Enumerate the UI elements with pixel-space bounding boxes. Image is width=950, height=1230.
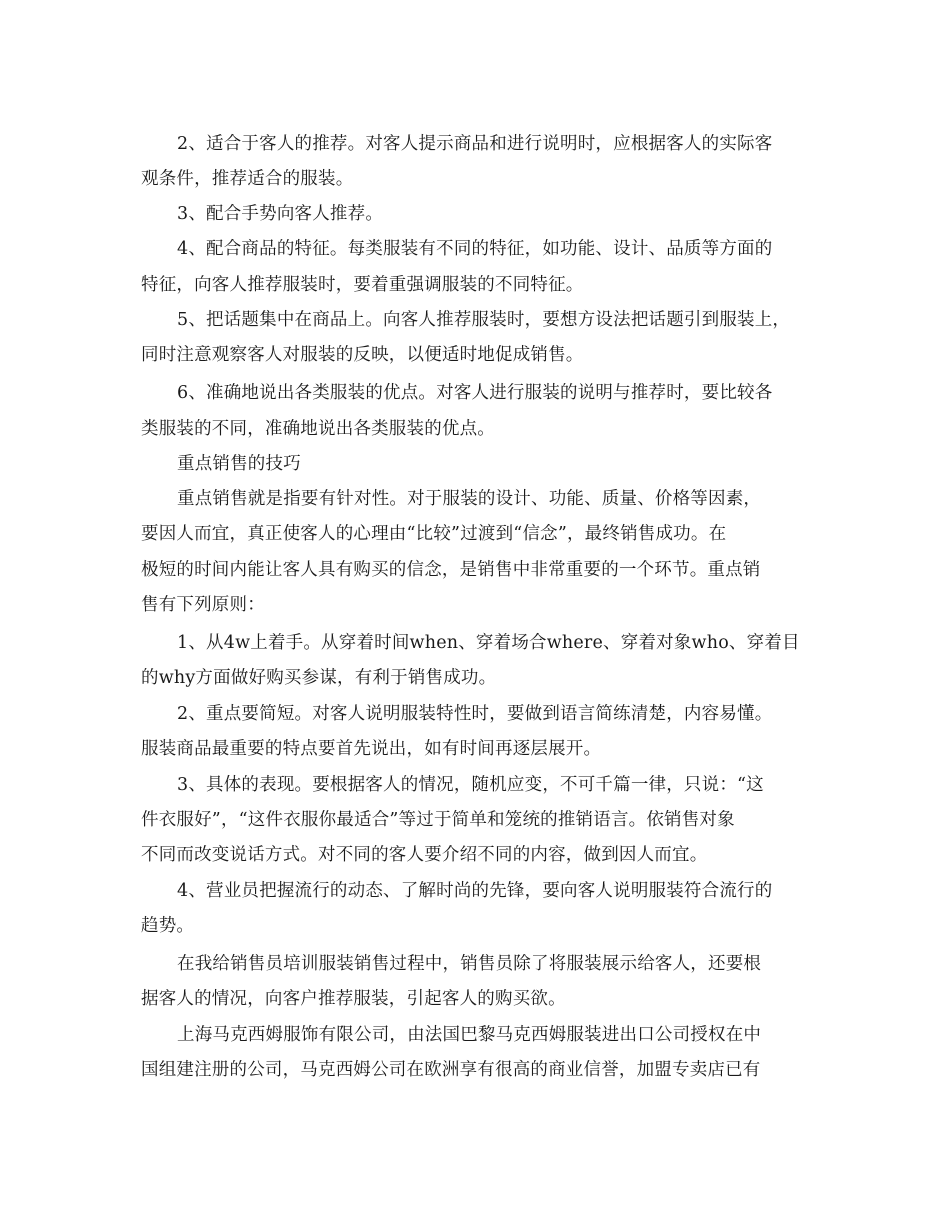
paragraph-line: 上海马克西姆服饰有限公司，由法国巴黎马克西姆服装进出口公司授权在中 [177,1025,762,1045]
paragraph-line: 在我给销售员培训服装销售过程中，销售员除了将服装展示给客人，还要根 [177,954,762,974]
paragraph-line: 6、准确地说出各类服装的优点。对客人进行服装的说明与推荐时，要比较各 [177,383,773,403]
paragraph-line: 特征，向客人推荐服装时，要着重强调服装的不同特征。 [141,275,584,295]
paragraph-line: 的why方面做好购买参谋，有利于销售成功。 [141,668,497,688]
paragraph-line: 售有下列原则： [141,595,265,615]
paragraph-line: 据客人的情况，向客户推荐服装，引起客人的购买欲。 [141,989,566,1009]
paragraph-line: 极短的时间内能让客人具有购买的信念，是销售中非常重要的一个环节。重点销 [141,560,761,580]
paragraph-line: 件衣服好”，“这件衣服你最适合”等过于简单和笼统的推销语言。依销售对象 [141,810,735,830]
paragraph-line: 4、配合商品的特征。每类服装有不同的特征，如功能、设计、品质等方面的 [177,239,773,259]
paragraph-line: 5、把话题集中在商品上。向客人推荐服装时，要想方设法把话题引到服装上， [177,310,791,330]
paragraph-line: 2、适合于客人的推荐。对客人提示商品和进行说明时，应根据客人的实际客 [177,134,773,154]
paragraph-line: 重点销售就是指要有针对性。对于服装的设计、功能、质量、价格等因素， [177,489,762,509]
paragraph-line: 3、具体的表现。要根据客人的情况，随机应变，不可千篇一律，只说：“这 [177,775,764,795]
paragraph-line: 要因人而宜，真正使客人的心理由“比较”过渡到“信念”，最终销售成功。在 [141,524,727,544]
paragraph-line: 国组建注册的公司，马克西姆公司在欧洲享有很高的商业信誉，加盟专卖店已有 [141,1060,761,1080]
paragraph-line: 4、营业员把握流行的动态、了解时尚的先锋，要向客人说明服装符合流行的 [177,881,773,901]
paragraph-line: 类服装的不同，准确地说出各类服装的优点。 [141,419,495,439]
paragraph-line: 3、配合手势向客人推荐。 [177,204,384,224]
paragraph-line: 不同而改变说话方式。对不同的客人要介绍不同的内容，做到因人而宜。 [141,845,708,865]
paragraph-line: 1、从4w上着手。从穿着时间when、穿着场合where、穿着对象who、穿着目 [177,633,800,653]
paragraph-line: 趋势。 [141,916,195,936]
paragraph-line: 观条件，推荐适合的服装。 [141,169,354,189]
paragraph-line: 2、重点要简短。对客人说明服装特性时，要做到语言简练清楚，内容易懂。 [177,704,773,724]
paragraph-line: 服装商品最重要的特点要首先说出，如有时间再逐层展开。 [141,739,602,759]
paragraph-line: 同时注意观察客人对服装的反映，以便适时地促成销售。 [141,345,584,365]
section-heading: 重点销售的技巧 [177,454,301,474]
